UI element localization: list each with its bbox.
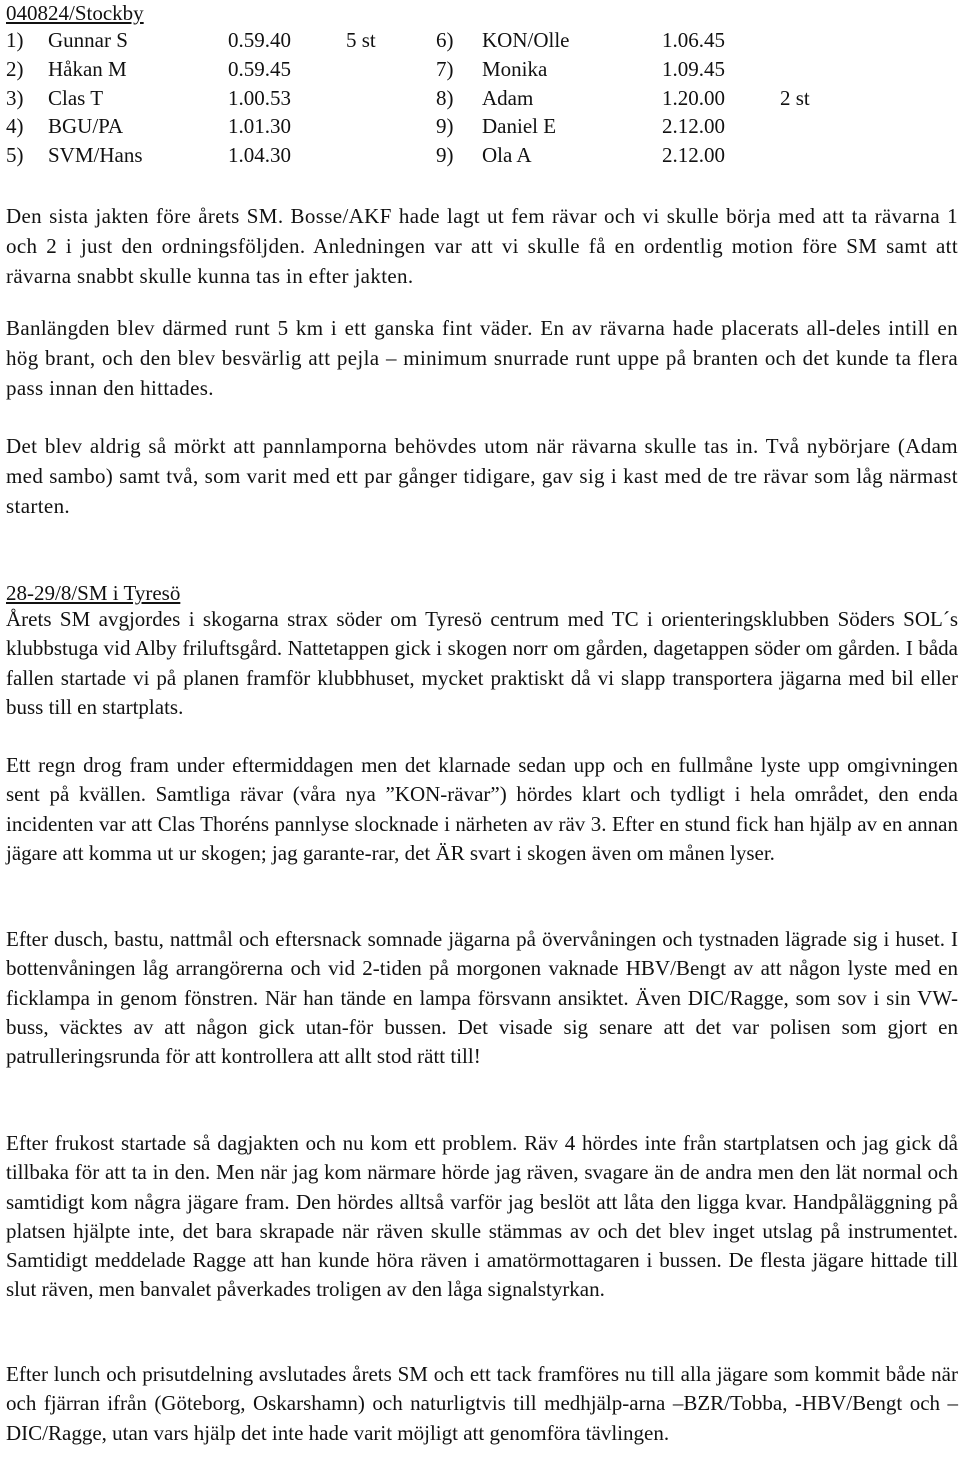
paragraph: Efter lunch och prisutdelning avslutades årets SM och ett tack framföres nu till alla jägare som kommit både när och fjärran ifrån (Göteborg, Oskarshamn) och naturligtvis till medhjälp-arna –BZR/Tobba, -HBV/Bengt och –DIC/Ragge, utan vars hjälp det inte hade varit möjligt att genomföra tävlingen.	[6, 1362, 958, 1445]
result-rank: 3)	[6, 86, 24, 110]
result-time: 1.00.53	[228, 86, 291, 110]
result-name: Ola A	[482, 143, 532, 167]
section-title-sm-tyreso: 28-29/8/SM i Tyresö	[6, 581, 181, 605]
result-time: 1.09.45	[662, 57, 725, 81]
result-rank: 2)	[6, 57, 24, 81]
result-rank: 6)	[436, 28, 454, 52]
result-name: Monika	[482, 57, 548, 81]
result-note: 5 st	[346, 28, 376, 52]
result-time: 1.01.30	[228, 114, 291, 138]
result-rank: 8)	[436, 86, 454, 110]
result-name: Adam	[482, 86, 534, 110]
paragraph: Det blev aldrig så mörkt att pannlamporna behövdes utom när rävarna skulle tas in. Två nybörjare (Adam med sambo) samt två, som varit med ett par gånger tidigare, gav sig i kast med de tre rävar som låg närmast starten.	[6, 434, 958, 518]
paragraph: Ett regn drog fram under eftermiddagen men det klarnade sedan upp och en fullmåne lyste upp omgivningen sent på kvällen. Samtliga rävar (våra nya ”KON-rävar”) hördes klart och tydligt i hela området, den enda incidenten var att Clas Thoréns pannlyse slocknade i närheten av räv 3. Efter en stund fick han hjälp av en annan jägare att komma ut ur skogen; jag garante-rar, det ÄR svart i skogen även om månen lyser.	[6, 753, 958, 865]
result-rank: 4)	[6, 114, 24, 138]
result-time: 0.59.45	[228, 57, 291, 81]
paragraph: Den sista jakten före årets SM. Bosse/AKF hade lagt ut fem rävar och vi skulle börja med att ta rävarna 1 och 2 i just den ordningsföljden. Anledningen var att vi skulle få en ordentlig motion före SM samt att rävarna snabbt skulle kunna tas in efter jakten.	[6, 204, 958, 288]
result-time: 2.12.00	[662, 114, 725, 138]
paragraph: Banlängden blev därmed runt 5 km i ett ganska fint väder. En av rävarna hade placerats all-deles intill en hög brant, och den blev besvärlig att pejla – minimum snurrade runt uppe på branten och det kunde ta flera pass innan den hittades.	[6, 316, 958, 400]
result-time: 2.12.00	[662, 143, 725, 167]
result-name: Daniel E	[482, 114, 557, 138]
section-title-stockby: 040824/Stockby	[6, 1, 144, 25]
result-time: 0.59.40	[228, 28, 291, 52]
result-name: Gunnar S	[48, 28, 128, 52]
result-rank: 9)	[436, 143, 454, 167]
result-note: 2 st	[780, 86, 810, 110]
result-name: Håkan M	[48, 57, 127, 81]
result-rank: 5)	[6, 143, 24, 167]
result-time: 1.06.45	[662, 28, 725, 52]
paragraph: Efter dusch, bastu, nattmål och eftersnack somnade jägarna på övervåningen och tystnaden lägrade sig i huset. I bottenvåningen låg arrangörerna och vid 2-tiden på morgonen vaknade HBV/Bengt av att någon lyste med en ficklampa in genom fönstren. När han tände en lampa försvann ansiktet. Även DIC/Ragge, som sov i sin VW-buss, väcktes av att någon gick utan-för bussen. Det visade sig senare att det var polisen som gjort en patrulleringsrunda för att kontrollera att allt stod rätt till!	[6, 927, 958, 1069]
result-rank: 1)	[6, 28, 24, 52]
paragraph: Årets SM avgjordes i skogarna strax söder om Tyresö centrum med TC i orienteringsklubben Söders SOL´s klubbstuga vid Alby friluftsgård. Nattetappen gick i skogen norr om gården, dagetappen söder om gården. I båda fallen startade vi på planen framför klubbhuset, mycket praktiskt då vi slapp transportera jägarna med bil eller buss till en startplats.	[6, 607, 958, 719]
result-name: SVM/Hans	[48, 143, 143, 167]
result-time: 1.20.00	[662, 86, 725, 110]
result-rank: 7)	[436, 57, 454, 81]
result-name: BGU/PA	[48, 114, 124, 138]
result-time: 1.04.30	[228, 143, 291, 167]
result-name: Clas T	[48, 86, 104, 110]
paragraph: Efter frukost startade så dagjakten och nu kom ett problem. Räv 4 hördes inte från startplatsen och jag gick då tillbaka för att ta in den. Men när jag kom närmare hörde jag räven, svagare än de andra men den lät normal och samtidigt kom några jägare fram. Den hördes alltså varför jag beslöt att låta den ligga kvar. Handpåläggning på platsen hjälpte inte, det bara skrapade när räven skulle stämmas av och det blev inget utslag på instrumentet. Samtidigt meddelade Ragge att han kunde höra räven i amatörmottagaren i bussen. De flesta jägare hittade till slut räven, men banvalet påverkades troligen av den låga signalstyrkan.	[6, 1131, 958, 1302]
result-name: KON/Olle	[482, 28, 570, 52]
result-rank: 9)	[436, 114, 454, 138]
